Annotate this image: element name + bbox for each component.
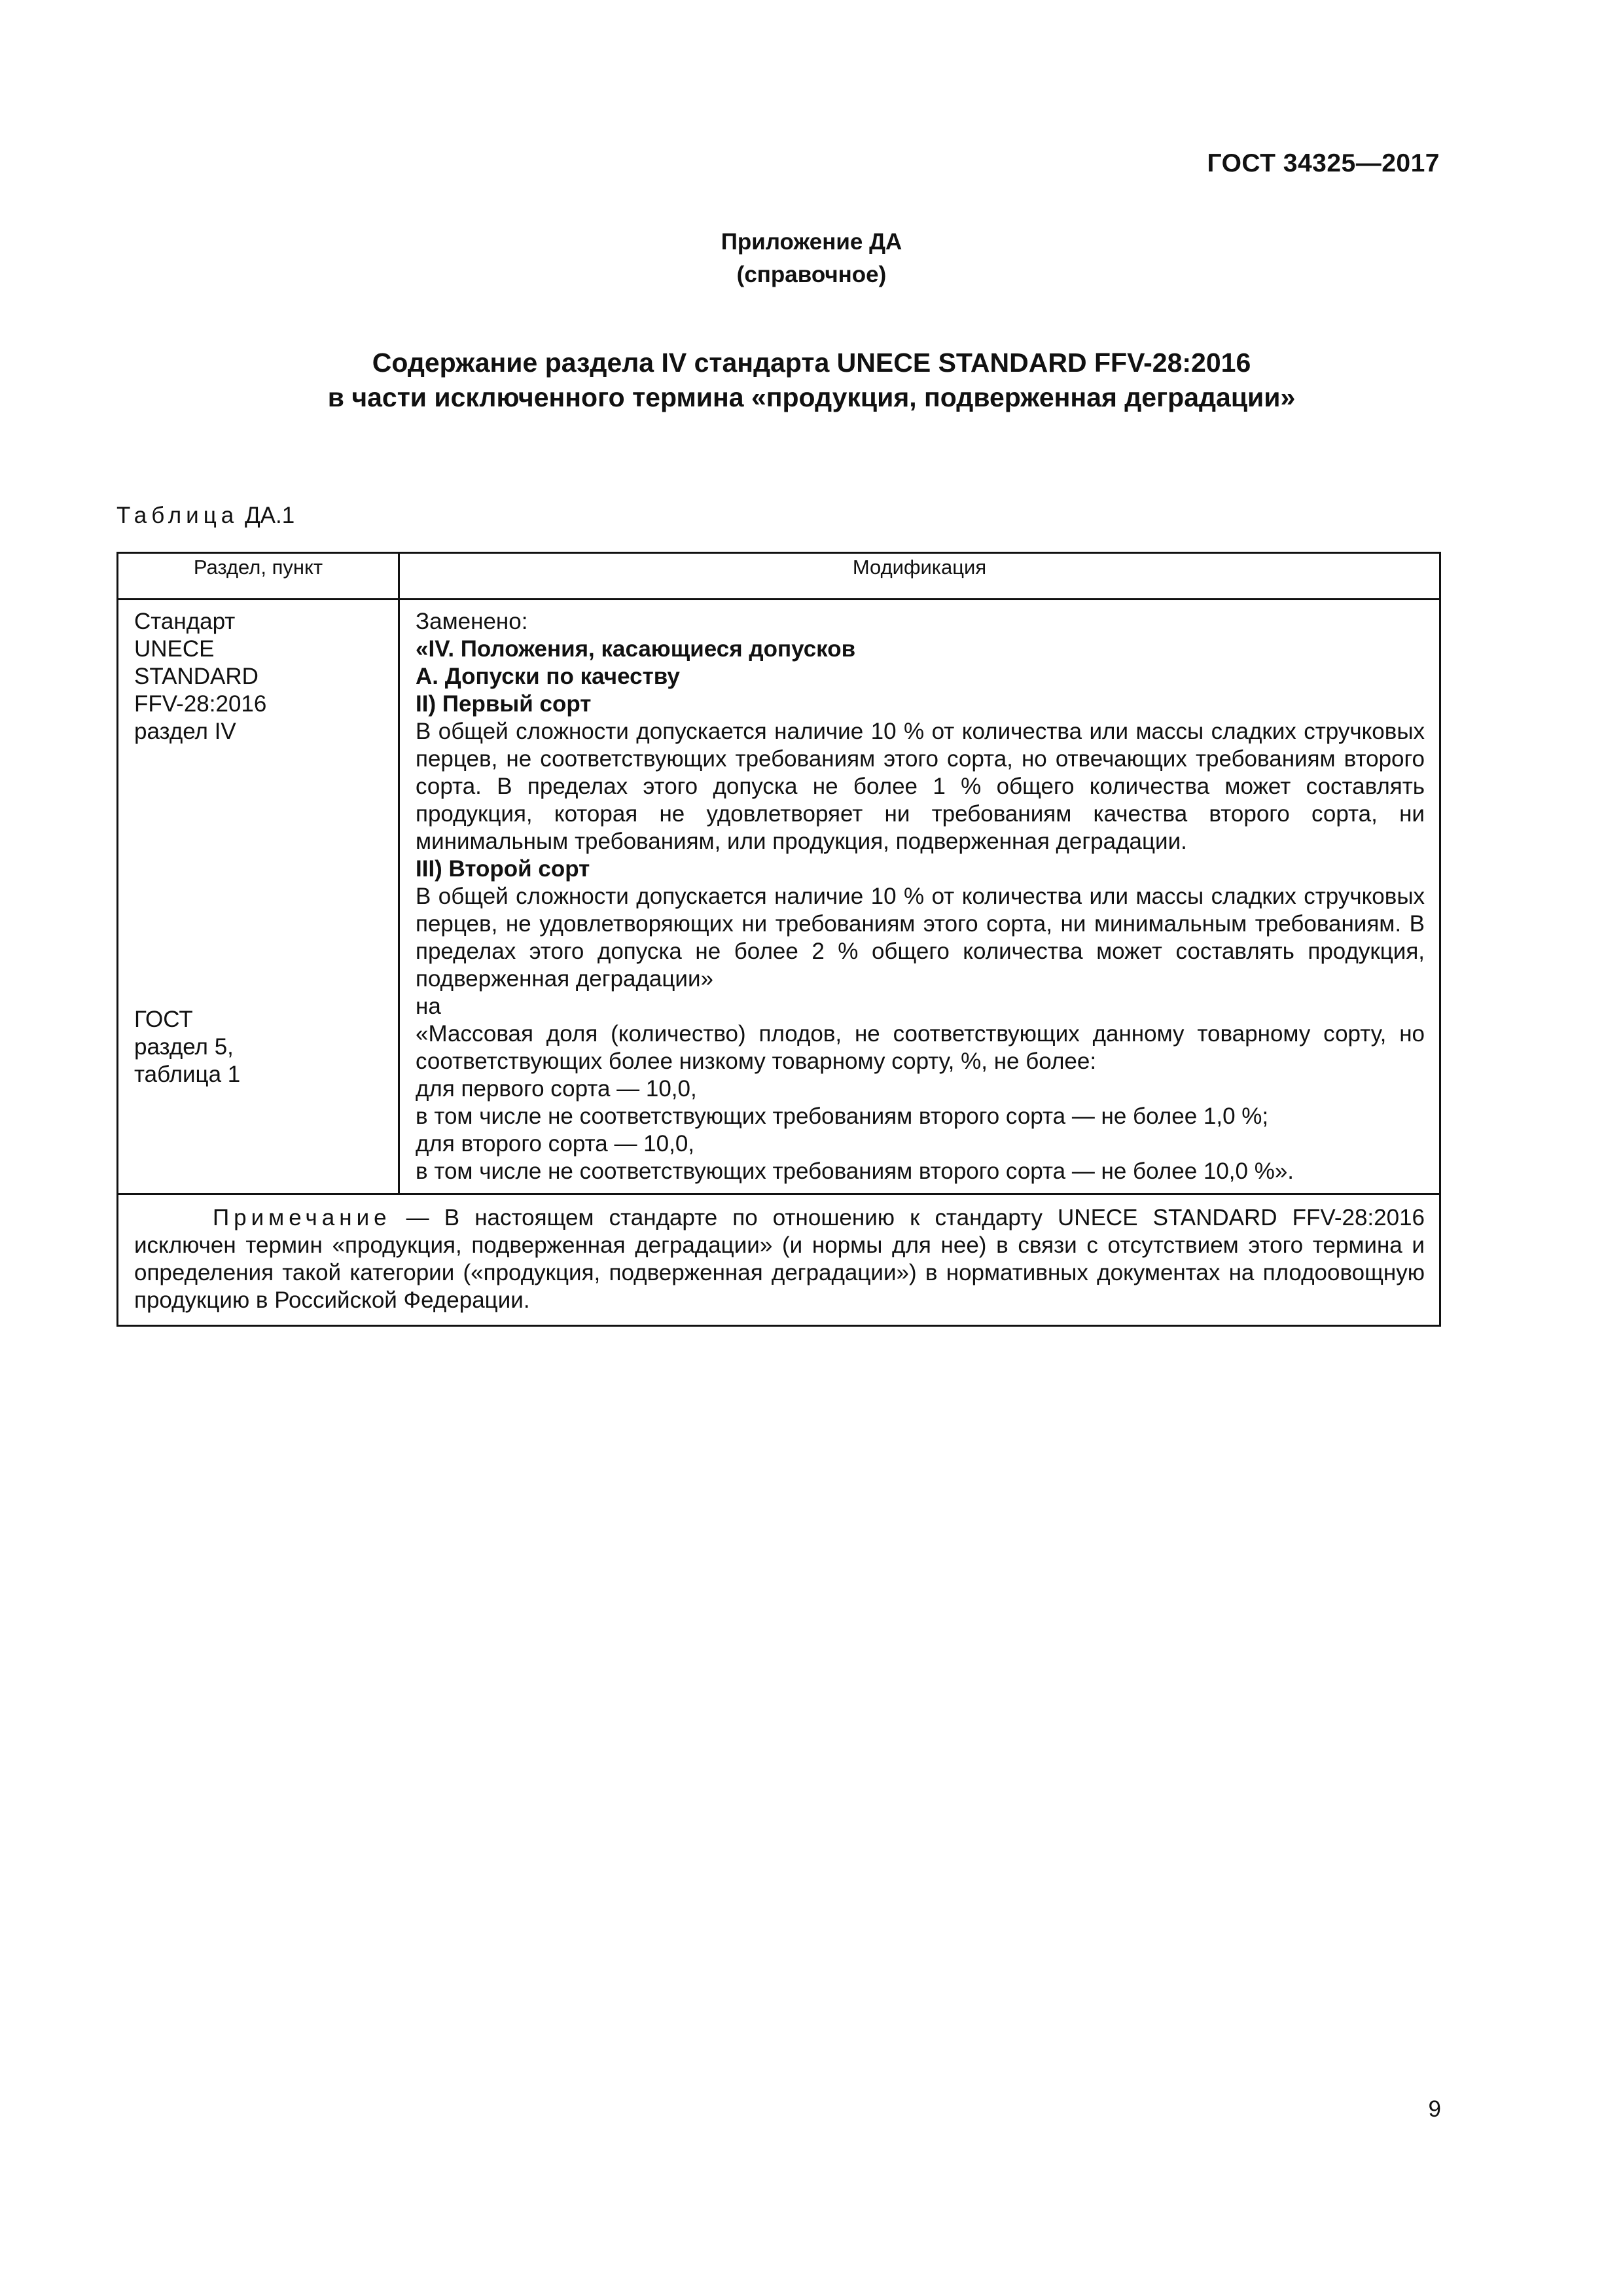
title-line-2: в части исключенного термина «продукция, подверженная деградации» — [327, 382, 1296, 412]
note-text: В настоящем стандарте по отношению к стандарту UNECE STANDARD FFV-28:2016 исключен термин «продукция, подверженная деградации» (и нормы для нее) в связи с отсутствием этого термина и определения такой категории («продукция, подверженная деградации») в нормативных документах на плодоовощную продукцию в Российской Федерации. — [134, 1205, 1425, 1313]
title-line-1: Содержание раздела IV стандарта UNECE STANDARD FFV-28:2016 — [372, 348, 1251, 378]
column-header-section: Раздел, пункт — [118, 553, 399, 600]
note-row — [118, 1194, 1440, 1326]
annex-heading — [0, 226, 1623, 291]
heading-iv: «IV. Положения, касающиеся допусков — [416, 636, 856, 662]
gost-line: для второго сорта — 10,0, — [416, 1131, 695, 1157]
note-label: Примечание — [213, 1205, 391, 1230]
section-unece-line: FFV-28:2016 — [134, 691, 267, 717]
table-row — [118, 600, 1440, 1194]
heading-first-grade: II) Первый сорт — [416, 691, 592, 717]
on-label: на — [416, 994, 441, 1019]
section-gost-line: ГОСТ — [134, 1007, 193, 1032]
section-gost-line: таблица 1 — [134, 1062, 241, 1087]
section-gost-line: раздел 5, — [134, 1034, 234, 1060]
gost-line: в том числе не соответствующих требованиям второго сорта — не более 10,0 %». — [416, 1158, 1294, 1184]
paragraph-first-grade: В общей сложности допускается наличие 10 % от количества или массы сладких стручковых перцев, не соответствующих требованиям этого сорта, но отвечающих требованиям второго сорта. В пределах этого допуска не более 1 % общего количества может составлять продукция, которая не удовлетворяет ни требованиям качества второго сорта, ни минимальным требованиям, или продукция, подверженная деградации. — [416, 719, 1425, 854]
page-number: 9 — [1428, 2096, 1441, 2122]
table-caption-number: ДА.1 — [244, 503, 295, 528]
section-unece-line: STANDARD — [134, 664, 259, 689]
heading-second-grade: III) Второй сорт — [416, 856, 590, 882]
heading-a: А. Допуски по качеству — [416, 664, 680, 689]
note-dash: — — [391, 1205, 444, 1230]
section-unece-line: раздел IV — [134, 719, 236, 744]
table-caption-word: Таблица — [116, 503, 239, 528]
paragraph-second-grade: В общей сложности допускается наличие 10 % от количества или массы сладких стручковых перцев, не удовлетворяющих ни требованиям этого сорта, ни минимальным требованиям. В пределах этого допуска не более 2 % общего количества может составлять продукция, подверженная деградации» — [416, 884, 1425, 992]
section-unece-line: Стандарт — [134, 609, 236, 634]
annex-kind: (справочное) — [736, 262, 887, 287]
replaced-label: Заменено: — [416, 609, 528, 634]
column-header-modification: Модификация — [399, 553, 1440, 600]
section-unece-line: UNECE — [134, 636, 215, 662]
page-title — [0, 346, 1623, 415]
table-header-row — [118, 553, 1440, 600]
spacer — [134, 745, 385, 1006]
annex-title: Приложение ДА — [721, 229, 902, 255]
gost-intro: «Массовая доля (количество) плодов, не соответствующих данному товарному сорту, но соответствующих более низкому товарному сорту, %, не более: — [416, 1021, 1425, 1074]
section-cell — [118, 600, 399, 1194]
note-cell — [118, 1194, 1440, 1326]
gost-line: для первого сорта — 10,0, — [416, 1076, 697, 1102]
table-caption — [116, 503, 294, 529]
gost-line: в том числе не соответствующих требованиям второго сорта — не более 1,0 %; — [416, 1103, 1269, 1129]
document-code: ГОСТ 34325—2017 — [1207, 149, 1440, 177]
modification-cell — [399, 600, 1440, 1194]
modification-table — [116, 552, 1441, 1327]
